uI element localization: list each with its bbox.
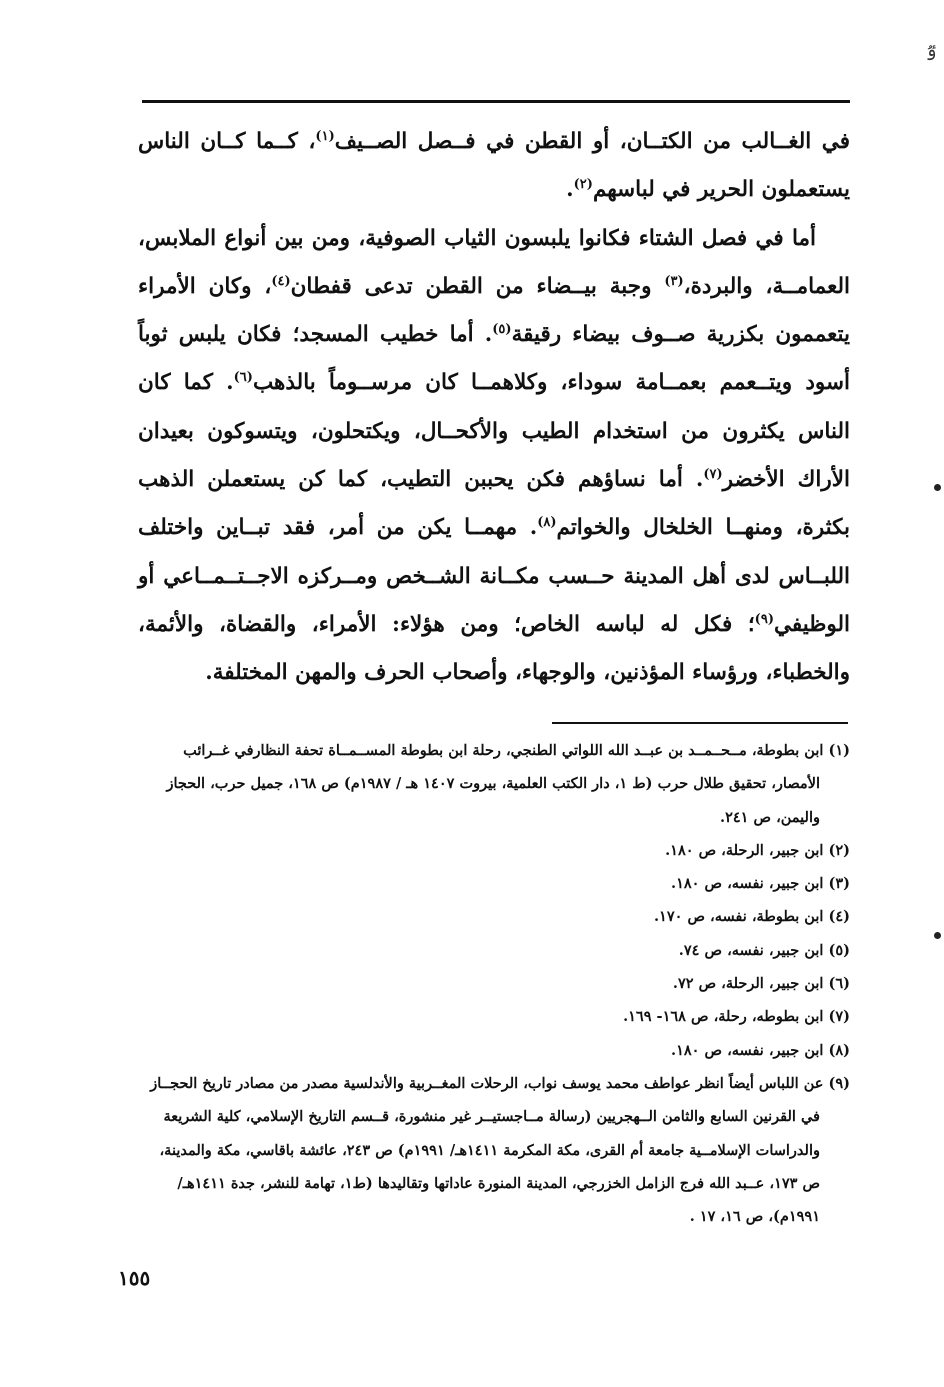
text-run: . bbox=[566, 177, 574, 203]
footnote-marker: (٣) bbox=[664, 273, 684, 289]
margin-dot bbox=[934, 484, 941, 491]
text-run: ، وكان الأمراء يتعممون بكزرية صــوف بيضاء رقيقة bbox=[138, 273, 850, 348]
footnote-separator bbox=[552, 722, 848, 724]
text-run: في الغــالب من الكتــان، أو القطن في فــصل الصــيف bbox=[334, 129, 850, 154]
page-number: ١٥٥ bbox=[118, 1266, 151, 1290]
footnote-item: (١) ابن بطوطة، مــحــمــد بن عبــد الله اللواتي الطنجي، رحلة ابن بطوطة المســمــاة تحفة النظارفي غــرائب الأمصار، تحقيق طلال حرب (ط ١، دار الكتب العلمية، بيروت ١٤٠٧ هـ / ١٩٨٧م) ص ١٦٨، جميل حرب، الحجاز واليمن، ص ٢٤١. bbox=[166, 742, 850, 826]
footnote-item: (٧) ابن بطوطه، رحلة، ص ١٦٨- ١٦٩. bbox=[623, 1008, 850, 1026]
footnote-item: (٨) ابن جبير، نفسه، ص ١٨٠. bbox=[671, 1041, 850, 1059]
footnote-marker: (٧) bbox=[703, 466, 723, 482]
footnote-marker: (٥) bbox=[492, 322, 512, 338]
text-run: وجبة بيــضاء من القطن تدعى قفطان bbox=[290, 273, 665, 299]
footnote-item: (٣) ابن جبير، نفسه، ص ١٨٠. bbox=[671, 875, 850, 893]
text-run: . أما نساؤهم فكن يحببن التطيب، كما كن يستعملن الذهب بكثرة، ومنهــا الخلخال والخواتم bbox=[138, 467, 850, 541]
text-run: . مهمــا يكن من أمر، فقد تبــاين واختلف اللبــاس لدى أهل المدينة حــسب مكــانة الشــخص ومــركزه الاجــتــمــاعي أو الوظيفي bbox=[138, 515, 850, 637]
footnote-marker: (١) bbox=[315, 128, 335, 144]
footnotes bbox=[138, 734, 850, 1233]
footnote-item: (٤) ابن بطوطة، نفسه، ص ١٧٠. bbox=[653, 908, 850, 926]
body-paragraph bbox=[138, 215, 850, 698]
footnote-item: (٩) عن اللباس أيضاً انظر عواطف محمد يوسف نواب، الرحلات المغــربية والأندلسية مصدر من مصادر تاريخ الحجــاز في القرنين السابع والثامن الــهجريين (رسالة مــاجستيــر غير منشورة، قــسم التاريخ الإسلامي، كلية الشريعة والدراسات الإسلامــية جامعة أم القرى، مكة المكرمة ١٤١١هـ/ ١٩٩١م) ص ٢٤٣، عائشة باقاسي، مكة والمدينة، ص ١٧٣، عــبد الله فرج الزامل الخزرجي، المدينة المنورة عاداتها وتقاليدها (ط١، تهامة للنشر، جدة ١٤١١هـ/ ١٩٩١م)، ص ١٦، ١٧ . bbox=[150, 1074, 850, 1226]
footnote-marker: (٦) bbox=[233, 370, 253, 386]
text-run: أما في فصل الشتاء فكانوا يلبسون الثياب الصوفية، ومن بين أنواع الملابس، العمامــة، والبردة، bbox=[138, 225, 850, 299]
main-text bbox=[138, 118, 850, 698]
margin-dot bbox=[934, 932, 941, 939]
footnote-marker: (٨) bbox=[537, 515, 557, 531]
corner-mark: ٷ bbox=[926, 40, 937, 61]
footnote-marker: (٤) bbox=[271, 273, 291, 289]
text-run: . أما خطيب المسجد؛ فكان يلبس ثوباً أسود ويتــعمم بعمــامة سوداء، وكلاهمــا كان مرســوماً بالذهب bbox=[138, 322, 851, 396]
text-run: ، كــما كــان الناس يستعملون الحرير في لباسهم bbox=[138, 129, 850, 203]
footnote-item: (٦) ابن جبير، الرحلة، ص ٧٢. bbox=[672, 975, 850, 993]
footnote-item: (٢) ابن جبير، الرحلة، ص ١٨٠. bbox=[665, 841, 850, 859]
footnote-item: (٥) ابن جبير، نفسه، ص ٧٤. bbox=[678, 941, 850, 959]
body-paragraph bbox=[138, 118, 850, 215]
footnote-marker: (٩) bbox=[754, 611, 774, 627]
footnote-marker: (٢) bbox=[573, 177, 593, 193]
text-run: ؛ فكل له لباسه الخاص؛ ومن هؤلاء: الأمراء، والقضاة، والأئمة، والخطباء، ورؤساء المؤذنين، والوجهاء، وأصحاب الحرف والمهن المختلفة. bbox=[138, 611, 850, 686]
header-rule bbox=[142, 100, 850, 103]
text-run: . كما كان الناس يكثرون من استخدام الطيب والأكحــال، ويكتحلون، ويتسوكون بعيدان الأراك الأخضر bbox=[138, 370, 850, 493]
